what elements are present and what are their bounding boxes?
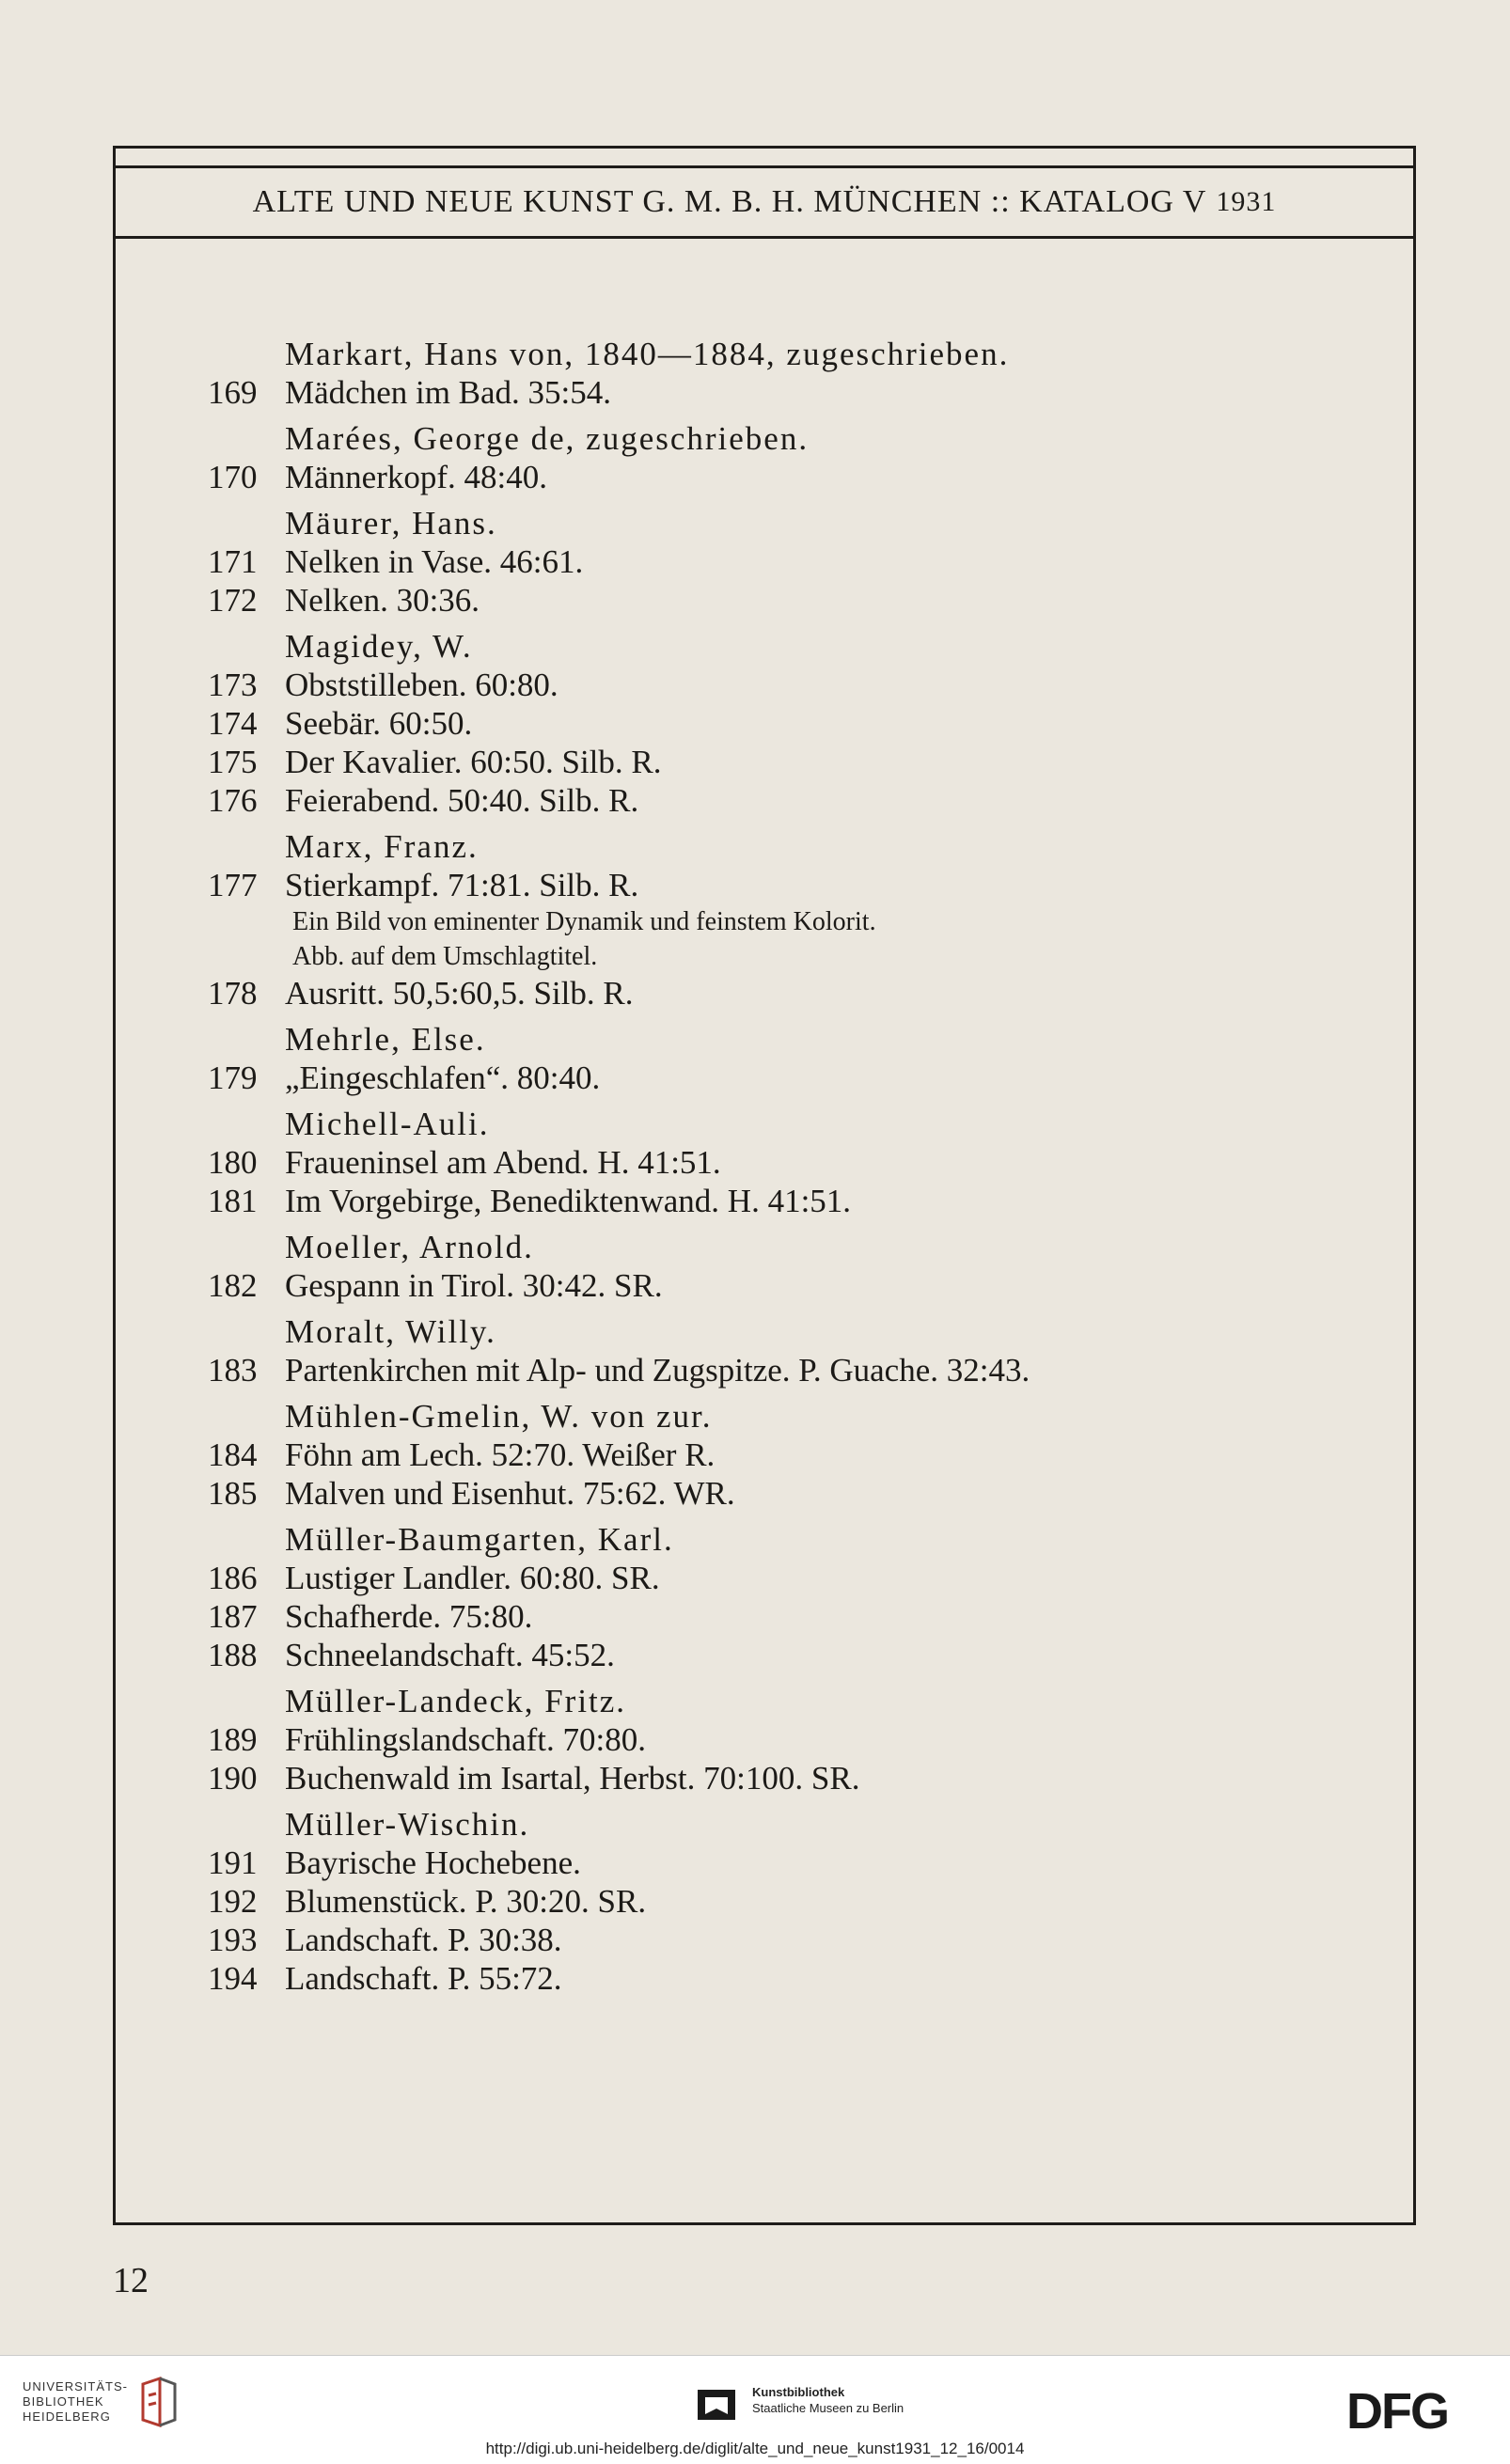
catalog-item [116,1266,1413,1305]
catalog-item [116,666,1413,704]
item-title: Bayrische Hochebene. [285,1844,581,1881]
item-number: 180 [208,1144,258,1181]
catalog-item [116,1759,1413,1797]
catalog-item [116,1720,1413,1759]
item-title: Mädchen im Bad. 35:54. [285,374,612,411]
item-number: 175 [208,744,258,780]
item-number: 181 [208,1183,258,1219]
item-number: 183 [208,1352,258,1389]
catalog-item [116,1351,1413,1389]
kb-subtitle: Staatliche Museen zu Berlin [752,2401,904,2415]
item-title: Nelken in Vase. 46:61. [285,543,584,580]
artist-heading: Markart, Hans von, 1840—1884, zugeschrieben. [285,336,1010,372]
item-title: Fraueninsel am Abend. H. 41:51. [285,1144,721,1181]
catalog-item [116,1559,1413,1597]
item-title: Gespann in Tirol. 30:42. SR. [285,1267,663,1304]
item-title: Im Vorgebirge, Benediktenwand. H. 41:51. [285,1183,852,1219]
item-number: 177 [208,867,258,903]
artist-heading: Müller-Baumgarten, Karl. [285,1521,674,1558]
item-number: 174 [208,705,258,742]
catalog-item [116,1436,1413,1474]
item-title: Partenkirchen mit Alp- und Zugspitze. P. Guache. 32:43. [285,1352,1030,1389]
catalog-header [116,165,1413,239]
item-number: 182 [208,1267,258,1304]
catalog-item [116,542,1413,581]
item-title: Männerkopf. 48:40. [285,459,547,495]
uni-logo-line: UNIVERSITÄTS- [23,2379,128,2393]
catalog-item [116,373,1413,412]
artist-heading: Mühlen-Gmelin, W. von zur. [285,1398,713,1435]
item-title: Seebär. 60:50. [285,705,473,742]
catalog-item [116,781,1413,820]
catalog-item [116,1959,1413,1998]
catalog-item [116,458,1413,496]
kb-title: Kunstbibliothek [752,2385,845,2399]
item-title: Föhn am Lech. 52:70. Weißer R. [285,1436,716,1473]
artist-heading: Moralt, Willy. [285,1313,496,1350]
catalog-item [116,1474,1413,1513]
catalog-entries [116,327,1413,1998]
item-number: 191 [208,1844,258,1881]
item-number: 190 [208,1760,258,1797]
item-number: 185 [208,1475,258,1512]
item-number: 188 [208,1637,258,1673]
item-number: 169 [208,374,258,411]
source-url[interactable]: http://digi.ub.uni-heidelberg.de/diglit/alte_und_neue_kunst1931_12_16/0014 [485,2440,1025,2457]
artist-heading: Marx, Franz. [285,828,479,865]
item-number: 194 [208,1960,258,1997]
catalog-frame [113,146,1416,2225]
item-title: Buchenwald im Isartal, Herbst. 70:100. SR. [285,1760,860,1797]
kunstbibliothek-label [752,2384,904,2416]
item-number: 171 [208,543,258,580]
item-title: Blumenstück. P. 30:20. SR. [285,1883,647,1920]
artist-heading: Mehrle, Else. [285,1021,486,1058]
artist-heading: Moeller, Arnold. [285,1229,534,1265]
entry-note: Ein Bild von eminenter Dynamik und feinstem Kolorit. [292,907,876,936]
item-title: Landschaft. P. 55:72. [285,1960,562,1997]
artist-heading: Marées, George de, zugeschrieben. [285,420,810,457]
item-title: Frühlingslandschaft. 70:80. [285,1721,646,1758]
catalog-item [116,1921,1413,1959]
item-title: Obststilleben. 60:80. [285,667,558,703]
item-number: 176 [208,782,258,819]
item-title: Stierkampf. 71:81. Silb. R. [285,867,639,903]
uni-logo-line: BIBLIOTHEK [23,2394,104,2409]
catalog-item [116,1636,1413,1674]
item-title: Schafherde. 75:80. [285,1598,533,1635]
university-emblem-icon [139,2377,179,2433]
item-title: Landschaft. P. 30:38. [285,1922,562,1958]
catalog-item [116,1597,1413,1636]
header-title: ALTE UND NEUE KUNST G. M. B. H. MÜNCHEN :: KATALOG V [252,184,1207,219]
item-title: Ausritt. 50,5:60,5. Silb. R. [285,975,634,1012]
item-number: 172 [208,582,258,619]
item-number: 193 [208,1922,258,1958]
item-number: 179 [208,1059,258,1096]
item-title: Schneelandschaft. 45:52. [285,1637,615,1673]
entry-note: Abb. auf dem Umschlagtitel. [292,942,598,971]
item-number: 192 [208,1883,258,1920]
catalog-item [116,1059,1413,1097]
artist-heading: Müller-Landeck, Fritz. [285,1683,627,1719]
catalog-item [116,1143,1413,1182]
university-library-logo [23,2379,128,2425]
item-number: 178 [208,975,258,1012]
catalog-item [116,743,1413,781]
item-number: 170 [208,459,258,495]
catalog-item [116,704,1413,743]
catalog-item [116,974,1413,1012]
item-number: 184 [208,1436,258,1473]
artist-heading: Magidey, W. [285,628,473,665]
catalog-item [116,1882,1413,1921]
artist-heading: Michell-Auli. [285,1106,490,1142]
item-title: Malven und Eisenhut. 75:62. WR. [285,1475,735,1512]
header-year: 1931 [1216,186,1277,217]
item-title: Lustiger Landler. 60:80. SR. [285,1560,660,1596]
page-number: 12 [113,2261,149,2300]
catalog-item [116,866,1413,904]
artist-heading: Mäurer, Hans. [285,505,497,541]
uni-logo-line: HEIDELBERG [23,2409,111,2424]
digitization-footer [0,2355,1510,2464]
item-title: Nelken. 30:36. [285,582,480,619]
catalog-item [116,581,1413,620]
catalog-item [116,1844,1413,1882]
item-number: 187 [208,1598,258,1635]
item-title: Feierabend. 50:40. Silb. R. [285,782,639,819]
item-number: 189 [208,1721,258,1758]
item-title: „Eingeschlafen“. 80:40. [285,1059,601,1096]
artist-heading: Müller-Wischin. [285,1806,530,1843]
kunstbibliothek-logo-icon [696,2386,737,2427]
dfg-logo: DFG [1346,2383,1448,2440]
item-number: 186 [208,1560,258,1596]
item-title: Der Kavalier. 60:50. Silb. R. [285,744,662,780]
item-number: 173 [208,667,258,703]
catalog-item [116,1182,1413,1220]
